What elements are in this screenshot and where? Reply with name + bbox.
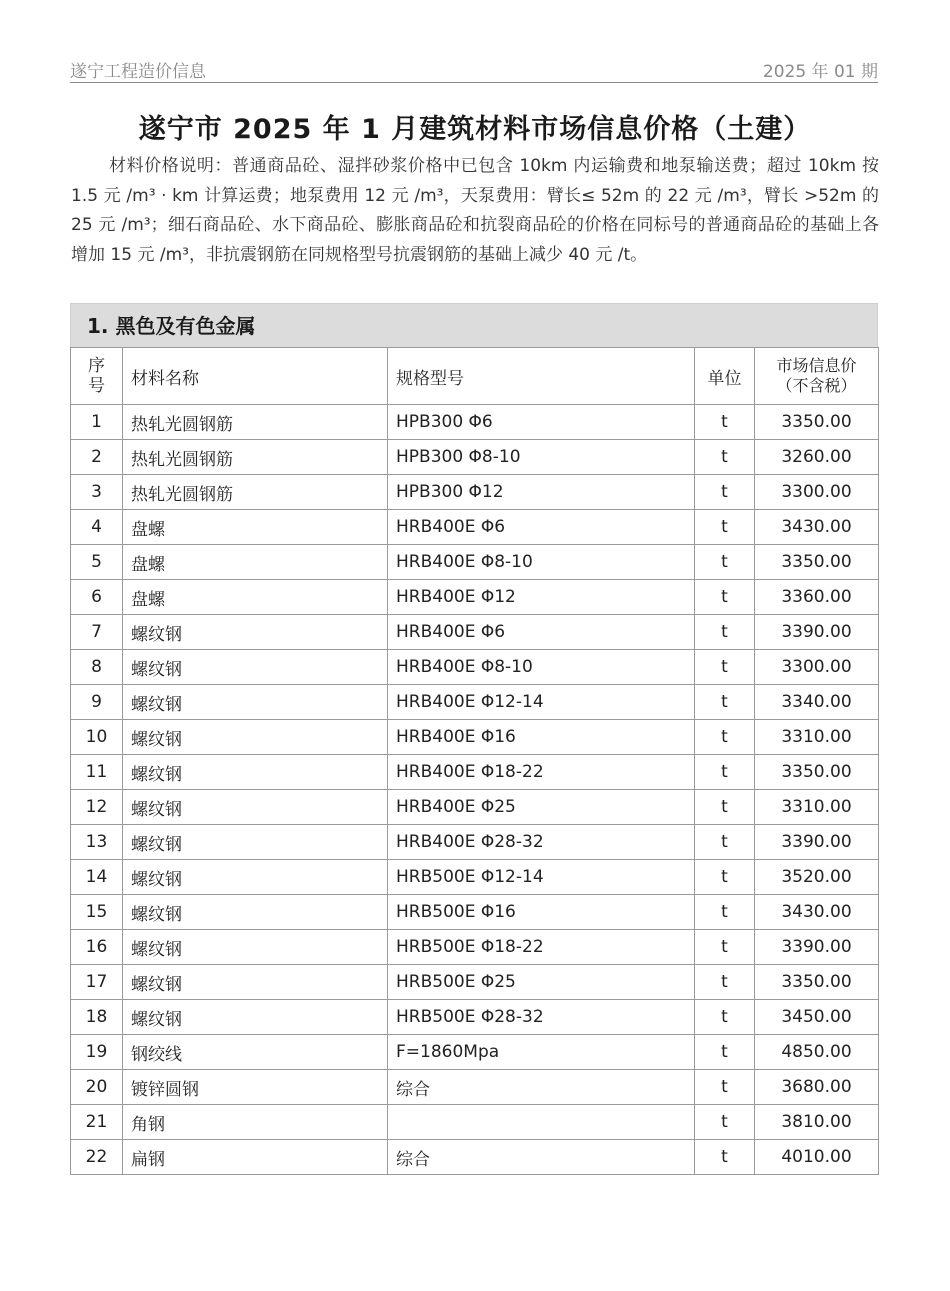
cell-price: 3390.00 [755,615,879,650]
table-row [71,930,879,965]
table-row [71,475,879,510]
table-row [71,790,879,825]
cell-name: 螺纹钢 [123,930,388,965]
cell-name: 螺纹钢 [123,755,388,790]
cell-no: 6 [71,580,123,615]
cell-name: 盘螺 [123,580,388,615]
col-header-unit: 单位 [695,348,755,405]
cell-name: 镀锌圆钢 [123,1070,388,1105]
cell-price: 3390.00 [755,825,879,860]
cell-no: 14 [71,860,123,895]
cell-no: 8 [71,650,123,685]
cell-spec: HRB400E Φ25 [388,790,695,825]
cell-no: 17 [71,965,123,1000]
cell-unit: t [695,825,755,860]
cell-spec: HRB500E Φ18-22 [388,930,695,965]
cell-price: 4850.00 [755,1035,879,1070]
cell-name: 螺纹钢 [123,860,388,895]
cell-spec: HRB400E Φ8-10 [388,545,695,580]
table-row [71,965,879,1000]
price-table [70,347,879,1175]
cell-no: 9 [71,685,123,720]
cell-unit: t [695,1140,755,1175]
cell-no: 5 [71,545,123,580]
col-header-price: 市场信息价 （不含税） [755,348,879,405]
table-row [71,580,879,615]
cell-no: 1 [71,405,123,440]
cell-unit: t [695,580,755,615]
cell-price: 3430.00 [755,895,879,930]
table-row [71,405,879,440]
cell-name: 螺纹钢 [123,965,388,1000]
table-row [71,1105,879,1140]
cell-name: 扁钢 [123,1140,388,1175]
cell-unit: t [695,755,755,790]
page-title: 遂宁市 2025 年 1 月建筑材料市场信息价格（土建） [138,114,812,145]
cell-spec: HRB400E Φ18-22 [388,755,695,790]
cell-price: 3360.00 [755,580,879,615]
section-title: 1. 黑色及有色金属 [70,303,878,347]
table-row [71,1140,879,1175]
table-row [71,1000,879,1035]
cell-unit: t [695,720,755,755]
cell-price: 3310.00 [755,790,879,825]
cell-name: 螺纹钢 [123,825,388,860]
table-row [71,510,879,545]
cell-unit: t [695,650,755,685]
cell-spec: 综合 [388,1140,695,1175]
cell-unit: t [695,1035,755,1070]
cell-no: 13 [71,825,123,860]
cell-name: 热轧光圆钢筋 [123,475,388,510]
cell-price: 3350.00 [755,965,879,1000]
cell-price: 4010.00 [755,1140,879,1175]
table-row [71,440,879,475]
cell-price: 3810.00 [755,1105,879,1140]
table-row [71,1035,879,1070]
cell-spec: HRB400E Φ12-14 [388,685,695,720]
table-row [71,825,879,860]
cell-no: 16 [71,930,123,965]
cell-spec: 综合 [388,1070,695,1105]
table-row [71,720,879,755]
cell-unit: t [695,930,755,965]
cell-unit: t [695,895,755,930]
cell-unit: t [695,405,755,440]
cell-no: 2 [71,440,123,475]
cell-unit: t [695,860,755,895]
cell-no: 7 [71,615,123,650]
table-row [71,545,879,580]
table-row [71,650,879,685]
cell-spec: HPB300 Φ12 [388,475,695,510]
cell-price: 3310.00 [755,720,879,755]
cell-name: 热轧光圆钢筋 [123,440,388,475]
cell-no: 3 [71,475,123,510]
cell-unit: t [695,475,755,510]
cell-spec: HRB400E Φ28-32 [388,825,695,860]
issue-number: 2025 年 01 期 [762,62,878,82]
cell-name: 热轧光圆钢筋 [123,405,388,440]
table-header-row [71,348,879,405]
cell-spec: HRB400E Φ12 [388,580,695,615]
cell-price: 3350.00 [755,755,879,790]
table-row [71,685,879,720]
cell-no: 21 [71,1105,123,1140]
cell-spec: HRB500E Φ16 [388,895,695,930]
cell-price: 3300.00 [755,650,879,685]
cell-no: 15 [71,895,123,930]
cell-price: 3340.00 [755,685,879,720]
cell-name: 螺纹钢 [123,685,388,720]
cell-spec: HRB500E Φ12-14 [388,860,695,895]
cell-spec: HRB400E Φ6 [388,615,695,650]
cell-unit: t [695,685,755,720]
cell-spec: HRB400E Φ8-10 [388,650,695,685]
cell-unit: t [695,790,755,825]
cell-name: 螺纹钢 [123,1000,388,1035]
cell-price: 3390.00 [755,930,879,965]
table-row [71,895,879,930]
cell-spec: HRB400E Φ16 [388,720,695,755]
cell-name: 螺纹钢 [123,790,388,825]
page-header [70,54,878,83]
publication-name: 遂宁工程造价信息 [70,62,206,82]
cell-name: 螺纹钢 [123,650,388,685]
cell-unit: t [695,615,755,650]
cell-price: 3350.00 [755,545,879,580]
cell-name: 盘螺 [123,510,388,545]
cell-name: 螺纹钢 [123,895,388,930]
cell-price: 3680.00 [755,1070,879,1105]
col-header-no: 序 号 [71,348,123,405]
table-row [71,615,879,650]
cell-spec: HPB300 Φ8-10 [388,440,695,475]
cell-no: 12 [71,790,123,825]
cell-no: 22 [71,1140,123,1175]
cell-unit: t [695,1105,755,1140]
table-row [71,755,879,790]
cell-unit: t [695,440,755,475]
cell-spec: HRB500E Φ28-32 [388,1000,695,1035]
cell-spec [388,1105,695,1140]
cell-name: 螺纹钢 [123,720,388,755]
cell-unit: t [695,1070,755,1105]
cell-price: 3450.00 [755,1000,879,1035]
cell-no: 20 [71,1070,123,1105]
cell-no: 11 [71,755,123,790]
cell-name: 盘螺 [123,545,388,580]
cell-spec: HRB400E Φ6 [388,510,695,545]
price-table-section [70,303,878,1175]
cell-spec: F=1860Mpa [388,1035,695,1070]
cell-unit: t [695,965,755,1000]
cell-price: 3300.00 [755,475,879,510]
cell-price: 3430.00 [755,510,879,545]
cell-name: 角钢 [123,1105,388,1140]
table-body [71,405,879,1175]
table-row [71,860,879,895]
col-header-name: 材料名称 [123,348,388,405]
cell-unit: t [695,510,755,545]
cell-name: 钢绞线 [123,1035,388,1070]
cell-no: 10 [71,720,123,755]
table-row [71,1070,879,1105]
cell-no: 4 [71,510,123,545]
cell-no: 18 [71,1000,123,1035]
cell-price: 3520.00 [755,860,879,895]
cell-no: 19 [71,1035,123,1070]
cell-name: 螺纹钢 [123,615,388,650]
cell-unit: t [695,545,755,580]
col-header-spec: 规格型号 [388,348,695,405]
cell-price: 3350.00 [755,405,879,440]
price-description: 材料价格说明：普通商品砼、湿拌砂浆价格中已包含 10km 内运输费和地泵输送费；超过 10km 按 1.5 元 /m³ · km 计算运费；地泵费用 12 元 /m³，天泵费用：臂长≤ 52m 的 22 元 /m³，臂长 >52m 的 25 元 /m³；细石商品砼、水下商品砼、膨胀商品砼和抗裂商品砼的价格在同标号的普通商品砼的基础上各增加 15 元 /m³，非抗震钢筋在同规格型号抗震钢筋的基础上减少 40 元 /t。 [71,156,879,265]
cell-spec: HRB500E Φ25 [388,965,695,1000]
cell-spec: HPB300 Φ6 [388,405,695,440]
cell-price: 3260.00 [755,440,879,475]
cell-unit: t [695,1000,755,1035]
